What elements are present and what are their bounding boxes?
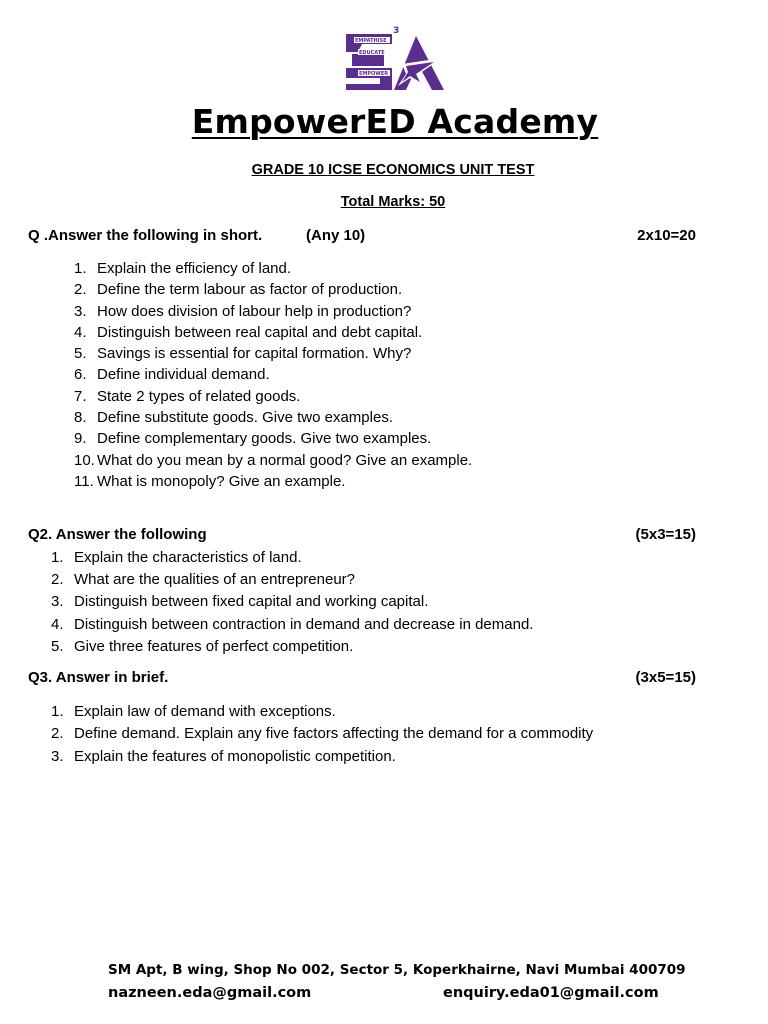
question-3-title: Q3. Answer in brief. bbox=[28, 669, 169, 686]
question-1-marks: 2x10=20 bbox=[637, 227, 696, 244]
item-text: What are the qualities of an entrepreneur? bbox=[74, 571, 356, 589]
item-text: Define demand. Explain any five factors affecting the demand for a commodity bbox=[74, 725, 594, 743]
item-text: Define the term labour as factor of production. bbox=[97, 281, 403, 299]
item-text: What is monopoly? Give an example. bbox=[97, 472, 346, 490]
question-3-marks: (3x5=15) bbox=[635, 669, 696, 686]
item-text: Explain the efficiency of land. bbox=[97, 260, 292, 277]
item-number: 1. bbox=[51, 703, 64, 720]
total-marks: Total Marks: 50 bbox=[340, 194, 446, 210]
item-number: 10. bbox=[74, 451, 95, 469]
item-text: State 2 types of related goods. bbox=[97, 387, 301, 405]
logo-tag-empathise: EMPATHISE bbox=[355, 38, 387, 44]
item-text: Give three features of perfect competition. bbox=[74, 637, 354, 655]
item-number: 11. bbox=[74, 472, 94, 490]
question-2-title: Q2. Answer the following bbox=[28, 526, 207, 543]
footer-email-left: nazneen.eda@gmail.com bbox=[108, 985, 312, 1001]
item-text: What do you mean by a normal good? Give an example. bbox=[97, 451, 473, 469]
test-title: GRADE 10 ICSE ECONOMICS UNIT TEST bbox=[251, 162, 535, 178]
item-text: Distinguish between fixed capital and working capital. bbox=[74, 593, 429, 611]
question-3-header bbox=[28, 669, 696, 689]
item-number: 6. bbox=[74, 366, 87, 384]
footer-address: SM Apt, B wing, Shop No 002, Sector 5, Koperkhairne, Navi Mumbai 400709 bbox=[108, 962, 686, 978]
item-number: 8. bbox=[74, 409, 87, 427]
item-text: Savings is essential for capital formation. Why? bbox=[97, 345, 412, 363]
question-1-choice-note: (Any 10) bbox=[306, 227, 366, 244]
item-text: Distinguish between contraction in demand and decrease in demand. bbox=[74, 615, 534, 633]
item-number: 1. bbox=[74, 260, 87, 277]
item-number: 3. bbox=[51, 747, 64, 765]
logo-emblem-icon bbox=[344, 24, 450, 94]
item-number: 3. bbox=[51, 593, 64, 611]
item-number: 4. bbox=[51, 615, 64, 633]
brand-title: EmpowerED Academy bbox=[191, 102, 599, 141]
item-number: 5. bbox=[51, 637, 64, 655]
item-number: 9. bbox=[74, 430, 87, 448]
question-2-header bbox=[28, 526, 696, 546]
item-text: Distinguish between real capital and debt capital. bbox=[97, 323, 423, 341]
item-number: 2. bbox=[51, 571, 64, 589]
item-text: Explain the features of monopolistic competition. bbox=[74, 747, 396, 765]
logo-tag-educate: EDUCATE bbox=[359, 50, 385, 56]
question-1-title: Q .Answer the following in short. bbox=[28, 227, 263, 244]
footer-email-right: enquiry.eda01@gmail.com bbox=[443, 985, 659, 1001]
item-text: Define complementary goods. Give two examples. bbox=[97, 430, 432, 448]
item-text: How does division of labour help in production? bbox=[97, 302, 412, 320]
item-text: Explain law of demand with exceptions. bbox=[74, 703, 336, 720]
item-number: 3. bbox=[74, 302, 87, 320]
item-number: 2. bbox=[74, 281, 87, 299]
item-number: 1. bbox=[51, 549, 64, 566]
item-number: 2. bbox=[51, 725, 64, 743]
item-number: 5. bbox=[74, 345, 87, 363]
question-1-header bbox=[28, 227, 696, 247]
item-text: Explain the characteristics of land. bbox=[74, 549, 302, 566]
item-text: Define individual demand. bbox=[97, 366, 270, 384]
item-text: Define substitute goods. Give two examples. bbox=[97, 409, 393, 427]
item-number: 4. bbox=[74, 323, 87, 341]
logo-tag-empower: EMPOWER bbox=[359, 71, 389, 77]
question-2-marks: (5x3=15) bbox=[635, 526, 696, 543]
academy-logo bbox=[344, 24, 450, 94]
item-number: 7. bbox=[74, 387, 87, 405]
logo-superscript: 3 bbox=[393, 26, 400, 36]
